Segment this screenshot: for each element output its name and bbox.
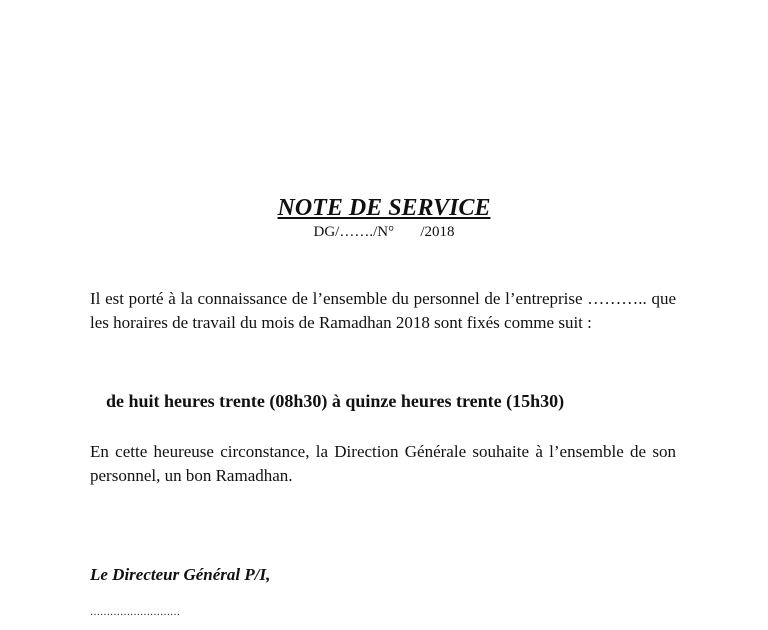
announcement-paragraph: Il est porté à la connaissance de l’ensemble du personnel de l’entreprise ……….. que les horaires de travail du mois de Ramadhan 2018 sont fixés comme suit : <box>90 289 676 332</box>
signatory-title: Le Directeur Général P/I, <box>90 565 271 584</box>
working-hours-schedule: de huit heures trente (08h30) à quinze heures trente (15h30) <box>106 391 565 411</box>
greeting-paragraph: En cette heureuse circonstance, la Direction Générale souhaite à l’ensemble de son personnel, un bon Ramadhan. <box>90 442 676 485</box>
signature-placeholder: ……………………… <box>90 607 180 618</box>
document-title: NOTE DE SERVICE <box>277 195 491 221</box>
reference-number: DG/……./N° /2018 <box>313 224 455 240</box>
